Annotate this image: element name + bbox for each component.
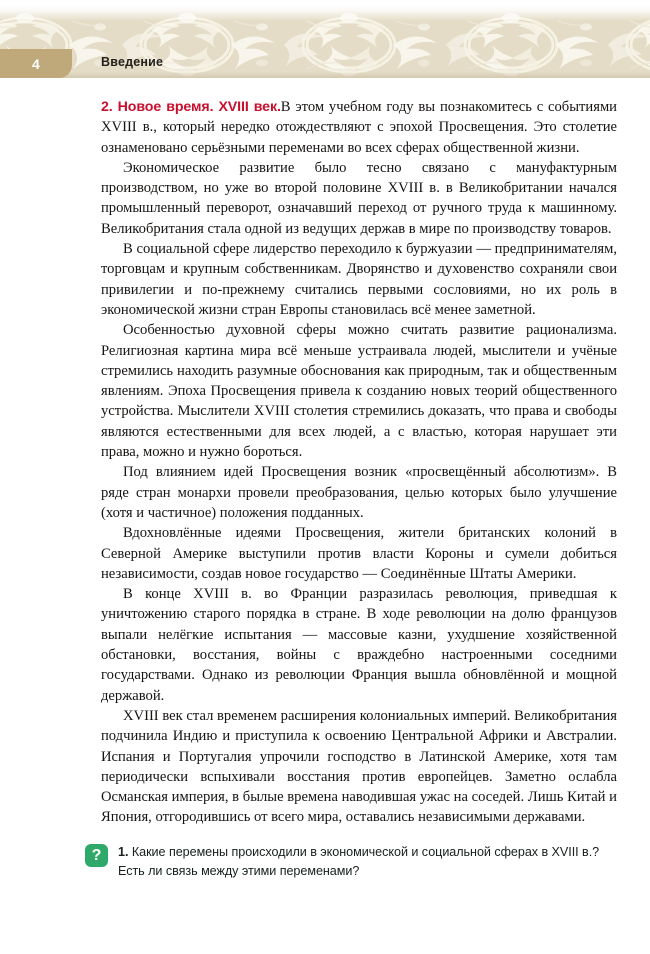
question-mark-icon: ? bbox=[85, 844, 108, 867]
page-number: 4 bbox=[31, 55, 41, 72]
paragraph-colonial-empires: XVIII век стал временем расширения колониальных империй. Великобритания подчинила Индию и приступила к освоению Центральной Африки и Австралии. Испания и Португалия упрочили господство в Латинской Америке, хотя там периодически вспыхивали восстания против европейцев. Заметно ослабла Османская империя, в былые времена наводившая ужас на соседей. Лишь Китай и Япония, отгородившись от всего мира, оставались независимыми державами. bbox=[101, 707, 617, 826]
body-text-column bbox=[101, 97, 617, 828]
paragraph-economy: Экономическое развитие было тесно связано с мануфактурным производством, но уже во второй половине XVIII в. в Великобритании начался промышленный переворот, означавший переход от ручного труда к машинному. Великобритания стала одной из ведущих держав в мире по производству товаров. bbox=[101, 159, 617, 237]
paragraph-society: В социальной сфере лидерство переходило к буржуазии — предпринимателям, торговцам и крупным собственникам. Дворянство и духовенство сохраняли свои привилегии и по-прежнему считались первыми сословиями, но их роль в экономической жизни стран Европы становилась всё менее заметной. bbox=[101, 241, 617, 318]
decorative-ornament-band bbox=[0, 5, 650, 78]
question-text bbox=[118, 843, 617, 881]
paragraph-america: Вдохновлённые идеями Просвещения, жители британских колоний в Северной Америке выступили против власти Короны и сумели добиться независимости, создав новое государство — Соединённые Штаты Америки. bbox=[101, 525, 617, 582]
question-block bbox=[85, 843, 617, 881]
question-body: Какие перемены происходили в экономической и социальной сферах в XVIII в.? Есть ли связь между этими переменами? bbox=[118, 845, 600, 878]
ornament-foliate-pattern-icon bbox=[0, 5, 650, 78]
paragraph-intro bbox=[101, 97, 617, 158]
paragraph-spiritual: Особенностью духовной сферы можно считать развитие рационализма. Религиозная картина мира всё меньше устраивала людей, мыслители и учёные стремились находить разумные обоснования как природным, так и общественным явлениям. Эпоха Просвещения привела к созданию новых теорий общественного устройства. Мыслители XVIII столетия стремились доказать, что права и свободы являются естественными для всех людей, а с властью, которая нарушает эти права, можно и нужно бороться. bbox=[101, 322, 617, 461]
paragraph-absolutism: Под влиянием идей Просвещения возник «просвещённый абсолютизм». В ряде стран монархи провели преобразования, целью которых было улучшение (хотя и частичное) положения подданных. bbox=[101, 464, 617, 521]
paragraph-france: В конце XVIII в. во Франции разразилась революция, приведшая к уничтожению старого порядка в стране. В ходе революции на долю французов выпали нелёгкие испытания — массовые казни, ухудшение хозяйственной обстановки, восстания, войны с враждебно настроенными соседними государствами. Однако из революции Франция вышла обновлённой и мощной державой. bbox=[101, 586, 617, 704]
page-number-tab bbox=[0, 49, 72, 78]
section-lead-heading: 2. Новое время. XVIII век. bbox=[101, 99, 281, 115]
question-number: 1. bbox=[118, 845, 129, 859]
running-head-title: Введение bbox=[101, 55, 164, 69]
page-header bbox=[0, 0, 650, 78]
paragraph-text: В этом учебном году вы познакомитесь с событиями XVIII в., который нередко отождествляют с эпохой Просвещения. Это столетие ознаменовано серьёзными переменами во всех сферах общественной жизни. bbox=[101, 99, 617, 156]
